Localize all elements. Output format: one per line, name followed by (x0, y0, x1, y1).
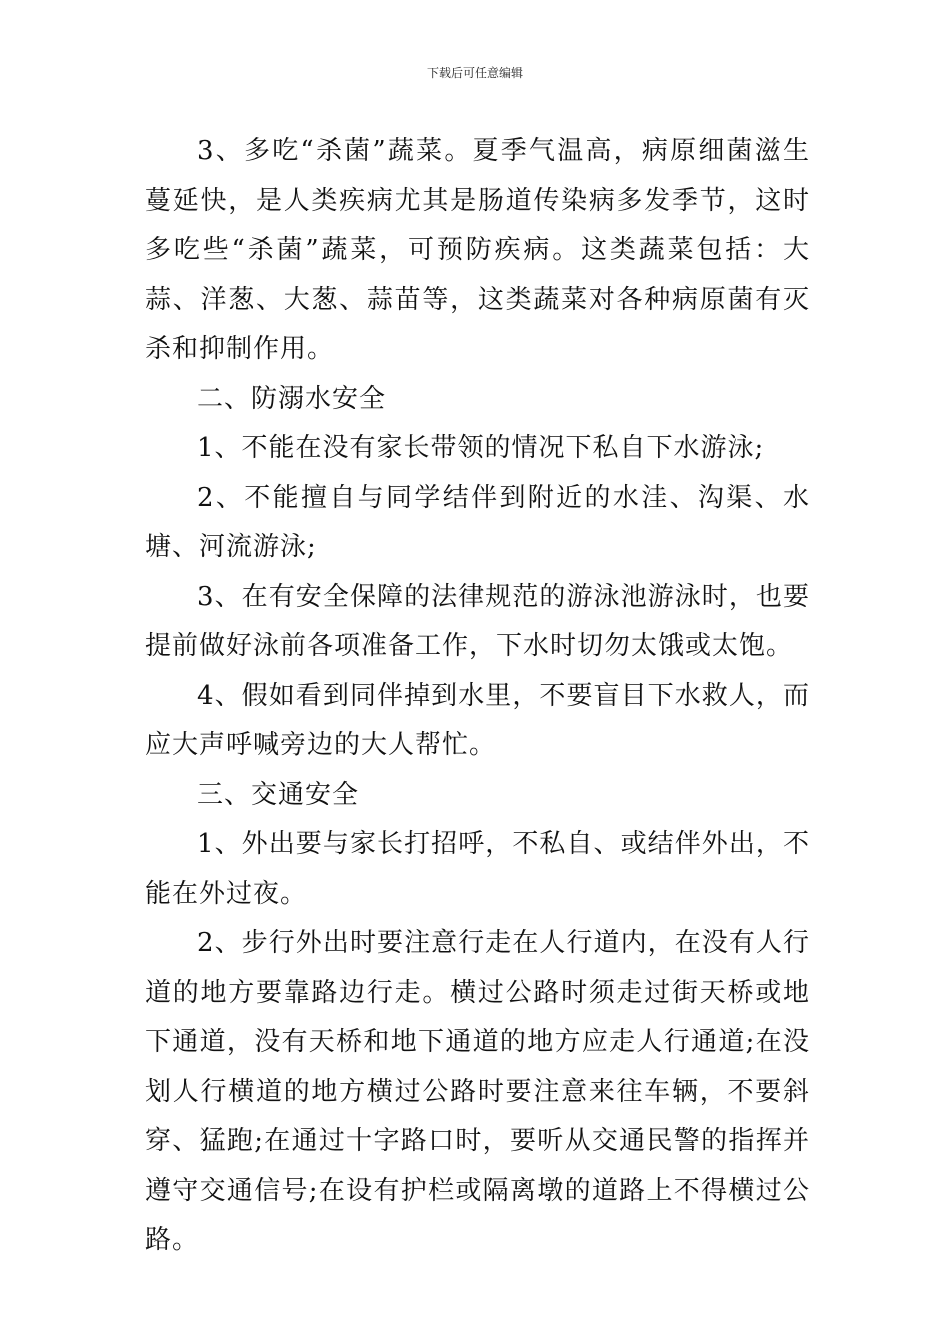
paragraph-drowning-rule-3: 3、在有安全保障的法律规范的游泳池游泳时，也要提前做好泳前各项准备工作，下水时切勿太饿或太饱。 (145, 581, 810, 661)
section-heading-drowning-safety: 二、防溺水安全 (197, 383, 387, 414)
section-heading-traffic-safety: 三、交通安全 (197, 779, 360, 810)
paragraph-sterilizing-vegetables: 3、多吃“杀菌”蔬菜。夏季气温高，病原细菌滋生蔓延快，是人类疾病尤其是肠道传染病多发季节，这时多吃些“杀菌”蔬菜，可预防疾病。这类蔬菜包括：大蒜、洋葱、大葱、蒜苗等，这类蔬菜对各种病原菌有灭杀和抑制作用。 (145, 136, 810, 364)
document-body (145, 127, 810, 1266)
paragraph-drowning-rule-1: 1、不能在没有家长带领的情况下私自下水游泳; (197, 433, 765, 463)
paragraph-traffic-rule-2: 2、步行外出时要注意行走在人行道内，在没有人行道的地方要靠路边行走。横过公路时须走过街天桥或地下通道，没有天桥和地下通道的地方应走人行通道;在没划人行横道的地方横过公路时要注意来往车辆，不要斜穿、猛跑;在通过十字路口时，要听从交通民警的指挥并遵守交通信号;在设有护栏或隔离墩的道路上不得横过公路。 (145, 928, 810, 1255)
paragraph-drowning-rule-4: 4、假如看到同伴掉到水里，不要盲目下水救人，而应大声呼喊旁边的大人帮忙。 (145, 680, 810, 760)
paragraph-drowning-rule-2: 2、不能擅自与同学结伴到附近的水洼、沟渠、水塘、河流游泳; (145, 482, 810, 562)
page-header: 下载后可任意编辑 (426, 66, 523, 80)
paragraph-traffic-rule-1: 1、外出要与家长打招呼，不私自、或结伴外出，不能在外过夜。 (145, 829, 810, 909)
